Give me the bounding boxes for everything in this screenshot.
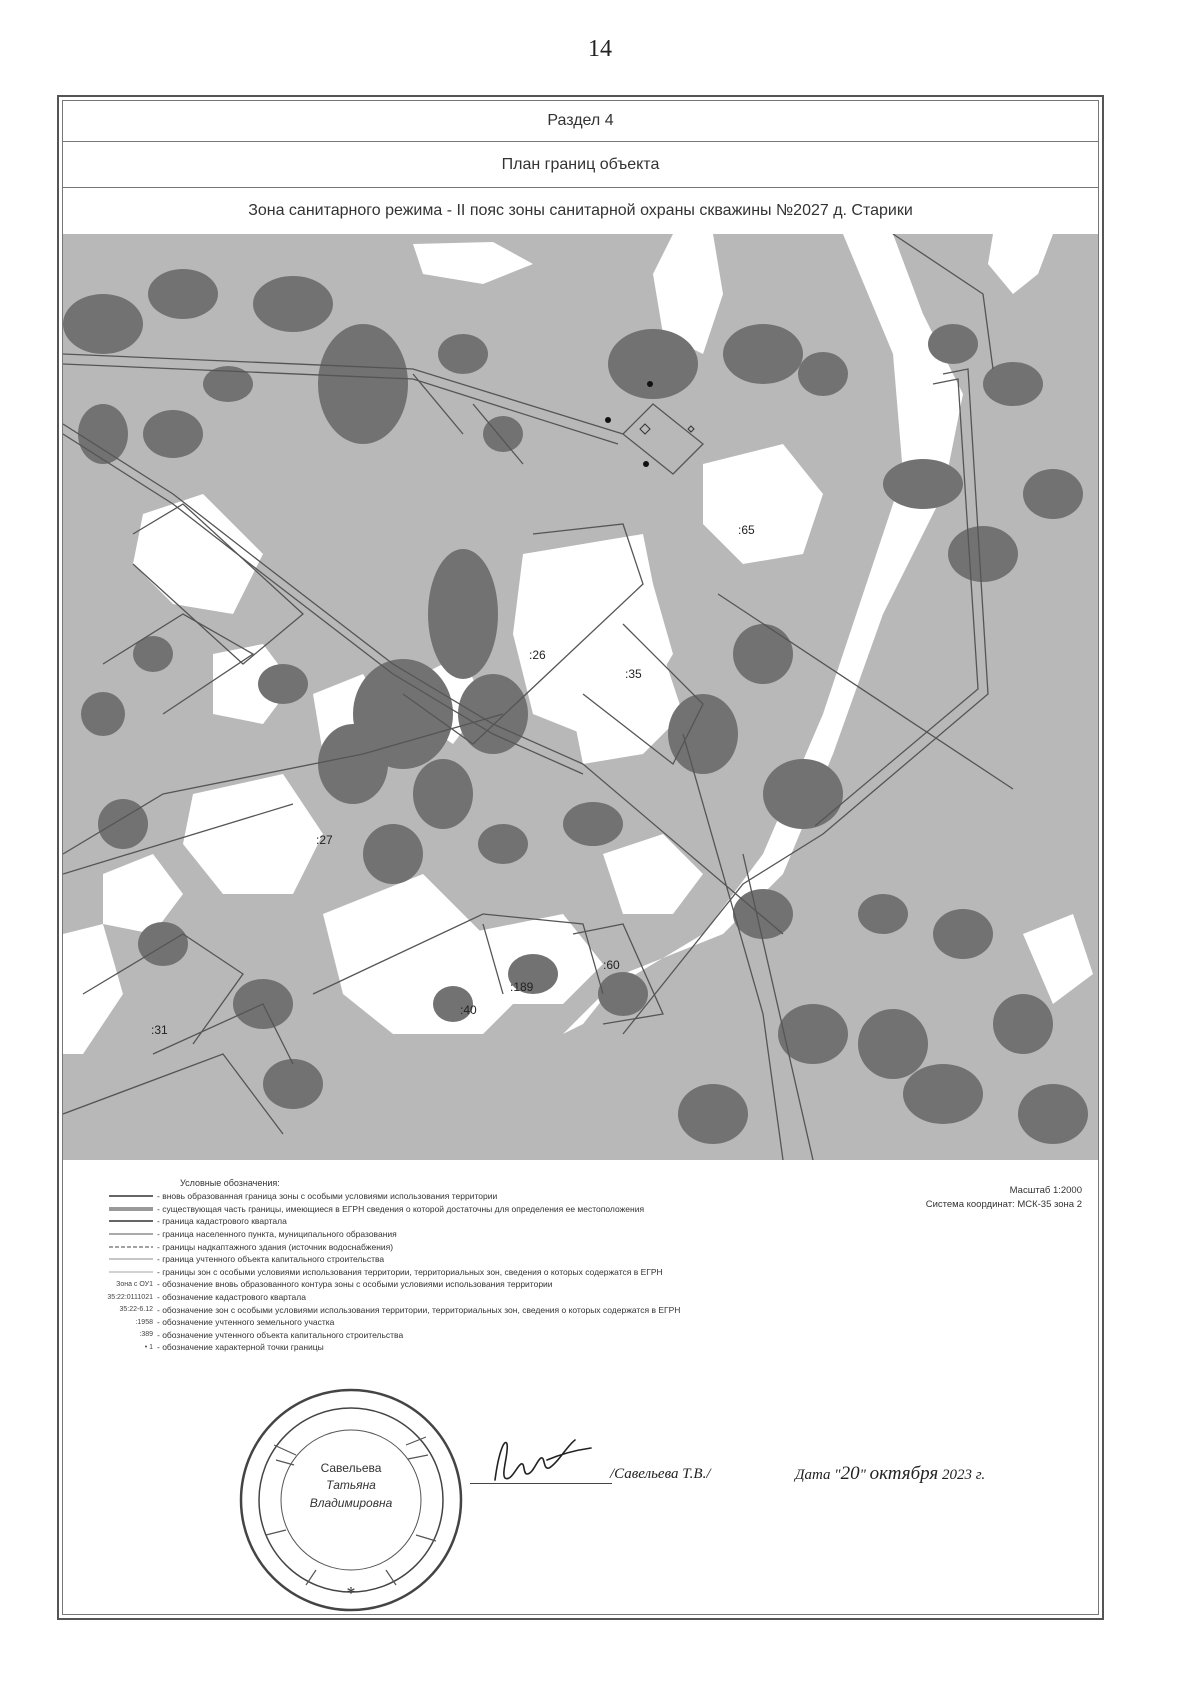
legend-line-symbol [95, 1219, 153, 1223]
object-name: Зона санитарного режима - II пояс зоны санитарной охраны скважины №2027 д. Старики [248, 202, 913, 219]
legend-item: - граница учтенного объекта капитального строительства [95, 1253, 875, 1266]
date-month: октября [869, 1463, 939, 1484]
legend-item: - граница кадастрового квартала [95, 1215, 875, 1228]
legend-item: 35:22:0111021 - обозначение кадастрового квартала [107, 1292, 306, 1303]
legend-line-symbol [95, 1257, 153, 1261]
legend-item: :1958 - обозначение учтенного земельного участка [135, 1317, 335, 1328]
legend-line-symbol [95, 1270, 153, 1274]
legend-line-symbol [95, 1194, 153, 1198]
legend-item: :389 - обозначение учтенного объекта капитального строительства [139, 1329, 404, 1340]
legend-item: - существующая часть границы, имеющиеся в ЕГРН сведения о которой достаточны для определения ее местоположения [95, 1203, 875, 1216]
label-parcel-40: :40 [460, 1003, 477, 1017]
label-parcel-26: :26 [529, 648, 546, 662]
seal-name-2: Татьяна [326, 1478, 376, 1492]
date: Дата "20" октября 2023 г. [795, 1463, 986, 1484]
legend-item: • 1 - обозначение характерной точки границы [144, 1342, 324, 1353]
signer-name: /Савельева Т.В./ [610, 1466, 711, 1482]
label-parcel-31: :31 [151, 1023, 168, 1037]
seal-name-1: Савельева [320, 1461, 382, 1475]
map-scale: Масштаб 1:2000 [1009, 1185, 1082, 1196]
label-parcel-189: :189 [510, 980, 534, 994]
legend-line-symbol [95, 1207, 153, 1211]
seal-name-3: Владимировна [309, 1496, 393, 1510]
legend-item: - границы надкаптажного здания (источник водоснабжения) [95, 1240, 875, 1253]
legend-line-symbol [95, 1245, 153, 1249]
legend-item: 35:22-6.12 - обозначение зон с особыми условиями использования территории, территориальных зон, сведения о которых содержатся в ЕГРН [119, 1304, 681, 1315]
legend-item: Зона с ОУ1 - обозначение вновь образованного контура зоны с особыми условиями использования территории [116, 1279, 553, 1290]
boundary-map [63, 234, 1098, 1160]
coordinate-system: Система координат: МСК-35 зона 2 [925, 1199, 1082, 1210]
legend-item: - вновь образованная граница зоны с особыми условиями использования территории [95, 1190, 875, 1203]
signature [487, 1430, 597, 1490]
label-parcel-60: :60 [603, 958, 620, 972]
label-parcel-27: :27 [316, 833, 333, 847]
date-year: 2023 г. [938, 1467, 986, 1483]
legend-line-symbol [95, 1232, 153, 1236]
plan-title: План границ объекта [62, 142, 1099, 188]
date-day: 20 [840, 1463, 860, 1484]
scale-info [926, 1184, 1082, 1212]
label-parcel-35: :35 [625, 667, 642, 681]
label-parcel-65: :65 [738, 523, 755, 537]
star-icon: * [346, 1583, 356, 1603]
signature-line [470, 1483, 612, 1484]
section-title: Раздел 4 [62, 100, 1099, 142]
legend-item: - граница населенного пункта, муниципального образования [95, 1228, 875, 1241]
engineer-seal-stamp [236, 1385, 466, 1615]
page-number: 14 [588, 36, 612, 62]
legend [95, 1178, 875, 1354]
legend-title: Условные обозначения: [180, 1178, 280, 1188]
legend-item: - границы зон с особыми условиями использования территории, территориальных зон, сведения о которых содержатся в ЕГРН [95, 1266, 875, 1279]
